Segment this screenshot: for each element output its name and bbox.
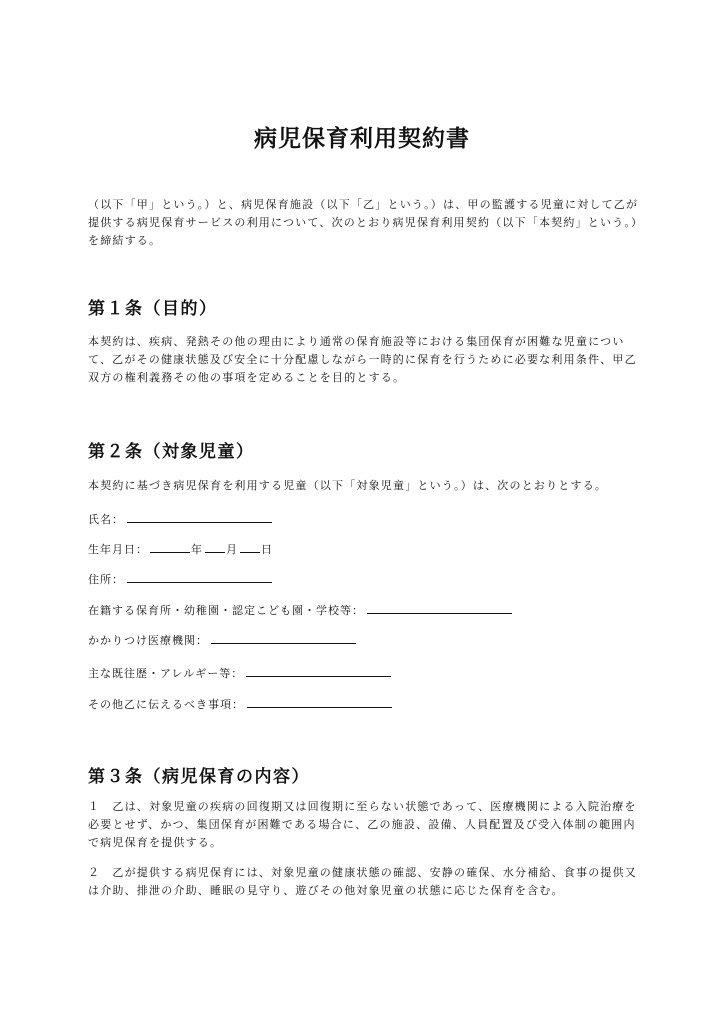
school-blank[interactable] (367, 601, 512, 614)
year-unit: 年 (191, 543, 203, 556)
address-blank[interactable] (127, 570, 272, 583)
field-address (88, 570, 272, 587)
field-name (88, 510, 272, 527)
field-birthdate (88, 540, 273, 557)
field-history-label: 主な既往歴・アレルギー等： (88, 667, 244, 680)
intro-paragraph: （以下「甲」という。）と、病児保育施設（以下「乙」という。）は、甲の監護する児童に対して乙が提供する病児保育サービスの利用について、次のとおり病児保育利用契約（以下「本契約」という。）を締結する。 (88, 198, 639, 247)
month-unit: 月 (226, 543, 238, 556)
article3-item1: １ 乙は、対象児童の疾病の回復期又は回復期に至らない状態であって、医療機関による入院治療を必要とせず、かつ、集団保育が困難である場合に、乙の施設、設備、人員配置及び受入体制の範囲内で病児保育を提供する。 (88, 800, 637, 849)
field-clinic-label: かかりつけ医療機関： (88, 634, 208, 647)
field-address-label: 住所： (88, 573, 124, 586)
field-clinic (88, 631, 356, 648)
field-history (88, 664, 391, 681)
field-school (88, 601, 512, 618)
article3-item2: ２ 乙が提供する病児保育には、対象児童の健康状態の確認、安静の確保、水分補給、食事の提供又は介助、排泄の介助、睡眠の見守り、遊びその他対象児童の状態に応じた保育を含む。 (88, 866, 637, 897)
field-birthdate-label: 生年月日： (88, 543, 148, 556)
field-name-label: 氏名： (88, 513, 124, 526)
article1-body: 本契約は、疾病、発熱その他の理由により通常の保育施設等における集団保育が困難な児童について、乙がその健康状態及び安全に十分配慮しながら一時的に保育を行うために必要な利用条件、甲乙双方の権利義務その他の事項を定めることを目的とする。 (88, 335, 637, 384)
birth-day-blank[interactable] (240, 540, 260, 553)
name-blank[interactable] (127, 510, 272, 523)
document-title: 病児保育利用契約書 (254, 126, 470, 152)
field-notes (88, 695, 392, 712)
birth-year-blank[interactable] (150, 540, 190, 553)
notes-blank[interactable] (247, 695, 392, 708)
field-notes-label: その他乙に伝えるべき事項： (88, 698, 244, 711)
article2-heading: 第２条（対象児童） (88, 442, 255, 462)
day-unit: 日 (261, 543, 273, 556)
birth-month-blank[interactable] (205, 540, 225, 553)
article3-heading: 第３条（病児保育の内容） (88, 767, 310, 787)
article1-heading: 第１条（目的） (88, 299, 218, 319)
field-school-label: 在籍する保育所・幼稚園・認定こども園・学校等： (88, 604, 364, 617)
clinic-blank[interactable] (211, 631, 356, 644)
article2-body: 本契約に基づき病児保育を利用する児童（以下「対象児童」という。）は、次のとおりとする。 (88, 479, 608, 492)
history-blank[interactable] (246, 664, 391, 677)
